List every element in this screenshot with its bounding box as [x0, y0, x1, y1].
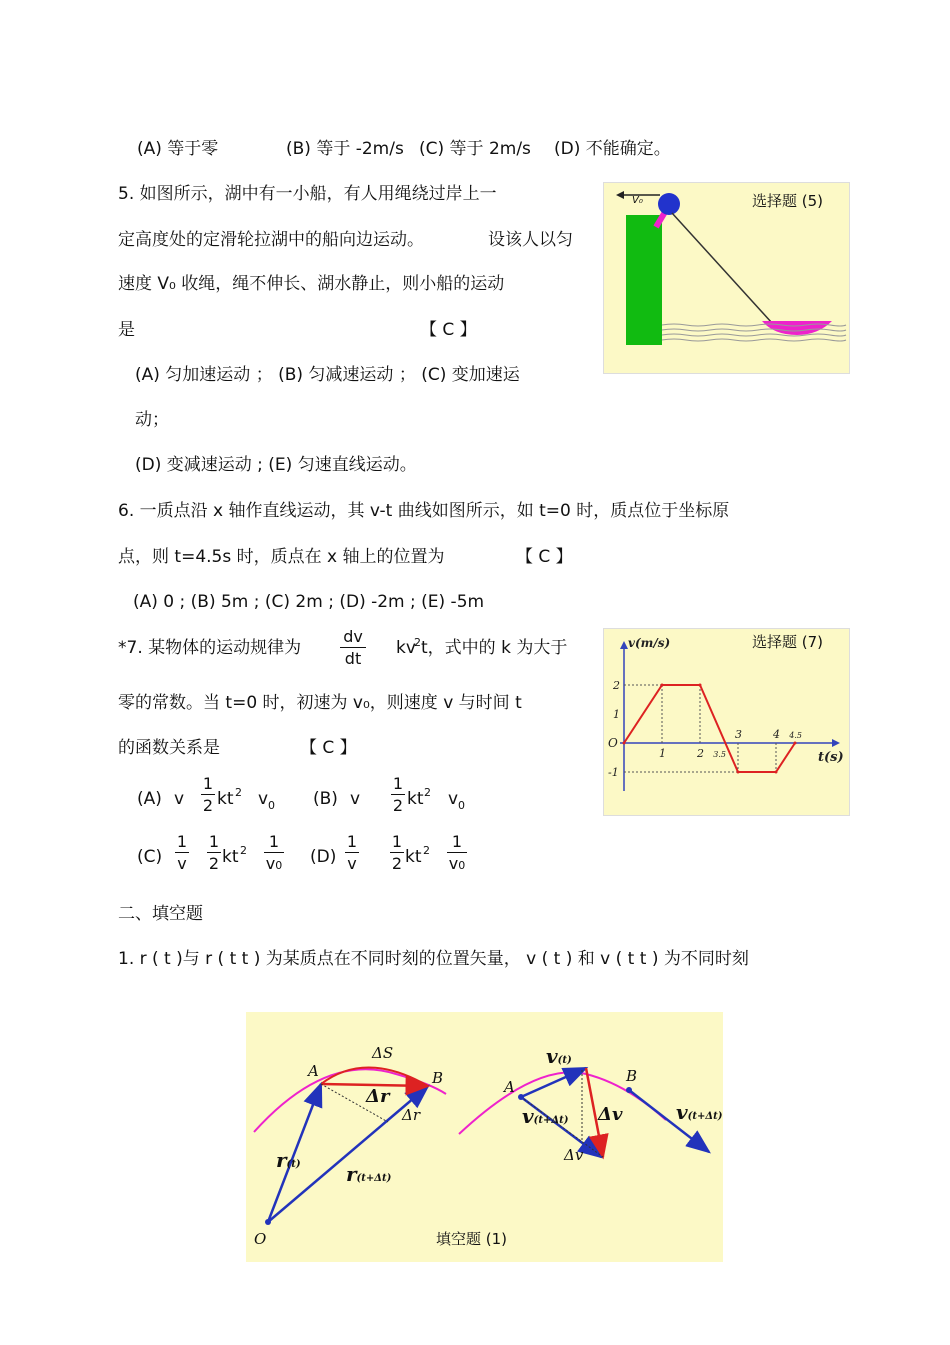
q7-option-b-v0: v: [448, 789, 459, 809]
label-vtdt: [522, 1104, 568, 1128]
figure-q7: [603, 628, 850, 816]
frac-den-v: v: [448, 854, 459, 873]
label-dr: Δr: [402, 1106, 421, 1124]
frac-den: 2: [391, 854, 403, 873]
label-a: A: [308, 1062, 319, 1080]
tick-label-x: 2: [697, 747, 704, 760]
q7-option-c-lhs: [175, 832, 189, 873]
shore-block: [626, 215, 662, 345]
label-vt-main: v: [546, 1044, 558, 1068]
q5-answer: 【 C 】: [420, 320, 477, 340]
q7-option-a-v0: v: [258, 789, 269, 809]
q7-line2: 零的常数。当 t=0 时，初速为 v₀，则速度 v 与时间 t: [118, 693, 522, 713]
frac-num: 1: [208, 832, 220, 851]
q7-derivative: [340, 627, 366, 668]
q7-option-c-sup: 2: [240, 844, 247, 857]
q6-line2: 点，则 t=4.5s 时，质点在 x 轴上的位置为: [118, 547, 445, 567]
rope: [672, 213, 772, 323]
q7-option-a-label: (A): [137, 789, 162, 809]
tick-label-x: 3: [735, 728, 742, 741]
q5-options-line1b: 动；: [135, 410, 169, 430]
label-vt-sub: (t): [557, 1055, 572, 1066]
q5-options-line2: (D) 变减速运动 ; (E) 匀速直线运动。: [135, 455, 417, 475]
q7-option-a-sup: 2: [235, 786, 242, 799]
q5-options-line1: (A) 匀加速运动 ； (B) 匀减速运动 ； (C) 变加速运: [135, 365, 520, 385]
series-line: [624, 685, 795, 772]
q7-option-b-sup: 2: [424, 786, 431, 799]
label-rt-sub: (t): [286, 1159, 301, 1170]
label-dr-bold: Δr: [366, 1086, 390, 1107]
pulley-boat-diagram: [604, 183, 849, 373]
q7-option-d-rhs: [447, 832, 467, 873]
label-vtdt-sub: (t+Δt): [533, 1115, 569, 1126]
label-rtdt-sub: (t+Δt): [356, 1173, 392, 1184]
frac-den: v: [347, 854, 357, 873]
frac-den: [264, 854, 284, 873]
q7-option-d-kt: kt: [405, 847, 422, 867]
label-vtdt-b-main: v: [676, 1100, 688, 1124]
vector-diagram: [246, 1012, 723, 1262]
data-point-2: [699, 684, 702, 687]
frac-num: 1: [202, 774, 214, 793]
figure-bottom: [246, 1012, 723, 1262]
label-b: B: [432, 1069, 444, 1087]
label-rtdt-main: r: [346, 1162, 357, 1186]
frac-den: v: [177, 854, 187, 873]
q7-rhs: kv: [396, 638, 416, 658]
section2-heading: 二、填空题: [118, 904, 203, 924]
section2-q1-line: 1. r ( t )与 r ( t t ) 为某质点在不同时刻的位置矢量， v ( t ) 和 v ( t t ) 为不同时刻: [118, 949, 749, 969]
figure-q7-caption: 选择题 (7): [752, 633, 824, 651]
point-o: [265, 1219, 271, 1225]
vt-chart: [604, 629, 849, 815]
q5-line2b: 设该人以匀: [488, 230, 573, 250]
y-axis-arrow: [620, 641, 628, 649]
frac-den: 2: [208, 854, 220, 873]
label-rtdt: [346, 1162, 391, 1186]
q7-rhs-sup: 2: [414, 636, 421, 649]
label-ds: ΔS: [372, 1044, 394, 1062]
frac-num: 1: [176, 832, 188, 851]
label-b2: B: [626, 1067, 638, 1085]
x-axis-arrow: [832, 739, 840, 747]
q7-prefix: *7. 某物体的运动规律为: [118, 638, 302, 658]
q7-option-d-label: (D): [310, 847, 337, 867]
label-rt: [276, 1148, 301, 1172]
q4-option-c: (C) 等于 2m/s: [419, 139, 531, 159]
data-point-3: [737, 771, 740, 774]
label-vtdt-main: v: [522, 1104, 534, 1128]
y-axis-label: v(m/s): [628, 636, 671, 650]
label-vtdt-b-sub: (t+Δt): [687, 1111, 723, 1122]
label-vt: [546, 1044, 572, 1068]
q7-option-d-half: [390, 832, 404, 873]
q4-option-b: (B) 等于 -2m/s: [286, 139, 404, 159]
pulley-wheel: [658, 193, 680, 215]
q7-option-b-half: [391, 774, 405, 815]
tick-label-x: 3.5: [713, 750, 727, 759]
q7-dv: dv: [343, 627, 363, 646]
point-b2: [626, 1087, 632, 1093]
tick-label-y: 1: [613, 708, 620, 721]
q7-option-c-kt: kt: [222, 847, 239, 867]
label-o: O: [254, 1230, 267, 1248]
q7-option-b-v: v: [350, 789, 361, 809]
q7-option-b-sub: 0: [458, 799, 465, 812]
tick-label-y: 2: [613, 679, 620, 692]
data-point-5: [794, 742, 797, 745]
q7-option-c-rhs: [264, 832, 284, 873]
q6-options: (A) 0 ; (B) 5m ; (C) 2m ; (D) -2m ; (E) -5m: [133, 592, 485, 612]
tick-label-y: -1: [608, 766, 619, 779]
origin-label: O: [608, 736, 618, 750]
point-a2: [518, 1094, 524, 1100]
data-point-4: [775, 771, 778, 774]
tick-label-x: 4: [773, 728, 780, 741]
q7-answer: 【 C 】: [300, 738, 357, 758]
label-vtdt-b: [676, 1100, 722, 1124]
boat: [762, 321, 832, 335]
frac-num: 1: [392, 774, 404, 793]
frac-den: 2: [392, 796, 404, 815]
v0-arrowhead: [616, 191, 624, 199]
figure-q5: [603, 182, 850, 374]
q5-line3: 速度 V₀ 收绳，绳不伸长、湖水静止，则小船的运动: [118, 274, 505, 294]
label-dv-bold: Δv: [598, 1104, 623, 1125]
tick-label-x: 4.5: [789, 731, 803, 740]
figure-q5-caption: 选择题 (5): [752, 192, 824, 210]
frac-num: 1: [451, 832, 463, 851]
label-rt-main: r: [276, 1148, 287, 1172]
label-dv: Δv: [564, 1146, 584, 1164]
q7-option-d-sup: 2: [423, 844, 430, 857]
q4-option-a: (A) 等于零: [137, 139, 219, 159]
frac-num: 1: [391, 832, 403, 851]
frac-num: 1: [346, 832, 358, 851]
q7-rhs-t: t，式中的 k 为大于: [421, 638, 568, 658]
frac-den: [447, 854, 467, 873]
x-axis-label: t(s): [818, 750, 844, 765]
frac-den: 2: [202, 796, 214, 815]
figure-bottom-caption: 填空题 (1): [436, 1230, 508, 1248]
q4-option-d: (D) 不能确定。: [554, 139, 671, 159]
q7-option-a-half: [201, 774, 215, 815]
frac-den-v: v: [265, 854, 276, 873]
q7-line3: 的函数关系是: [118, 738, 220, 758]
figure-q5-v0-label: V₀: [632, 195, 643, 206]
q7-option-a-sub: 0: [268, 799, 275, 812]
q5-line2: 定高度处的定滑轮拉湖中的船向边运动。: [118, 230, 424, 250]
q6-line1: 6. 一质点沿 x 轴作直线运动，其 v-t 曲线如图所示，如 t=0 时，质点位于坐标原: [118, 501, 730, 521]
q7-option-b-kt: kt: [407, 789, 424, 809]
q7-option-c-half: [207, 832, 221, 873]
q7-option-a-v: v: [174, 789, 185, 809]
q7-option-a-kt: kt: [217, 789, 234, 809]
data-point-1: [661, 684, 664, 687]
q5-line1: 5. 如图所示，湖中有一小船，有人用绳绕过岸上一: [118, 184, 497, 204]
label-a2: A: [504, 1078, 515, 1096]
q7-option-d-lhs: [345, 832, 359, 873]
frac-num: 1: [268, 832, 280, 851]
q7-dt: dt: [344, 649, 362, 668]
q7-option-b-label: (B): [313, 789, 338, 809]
q6-answer: 【 C 】: [516, 547, 573, 567]
q5-line4: 是: [118, 320, 135, 340]
frac-den-sub: 0: [275, 859, 283, 872]
data-point-0: [623, 742, 626, 745]
frac-den-sub: 0: [458, 859, 466, 872]
q7-option-c-label: (C): [137, 847, 163, 867]
tick-label-x: 1: [659, 747, 666, 760]
